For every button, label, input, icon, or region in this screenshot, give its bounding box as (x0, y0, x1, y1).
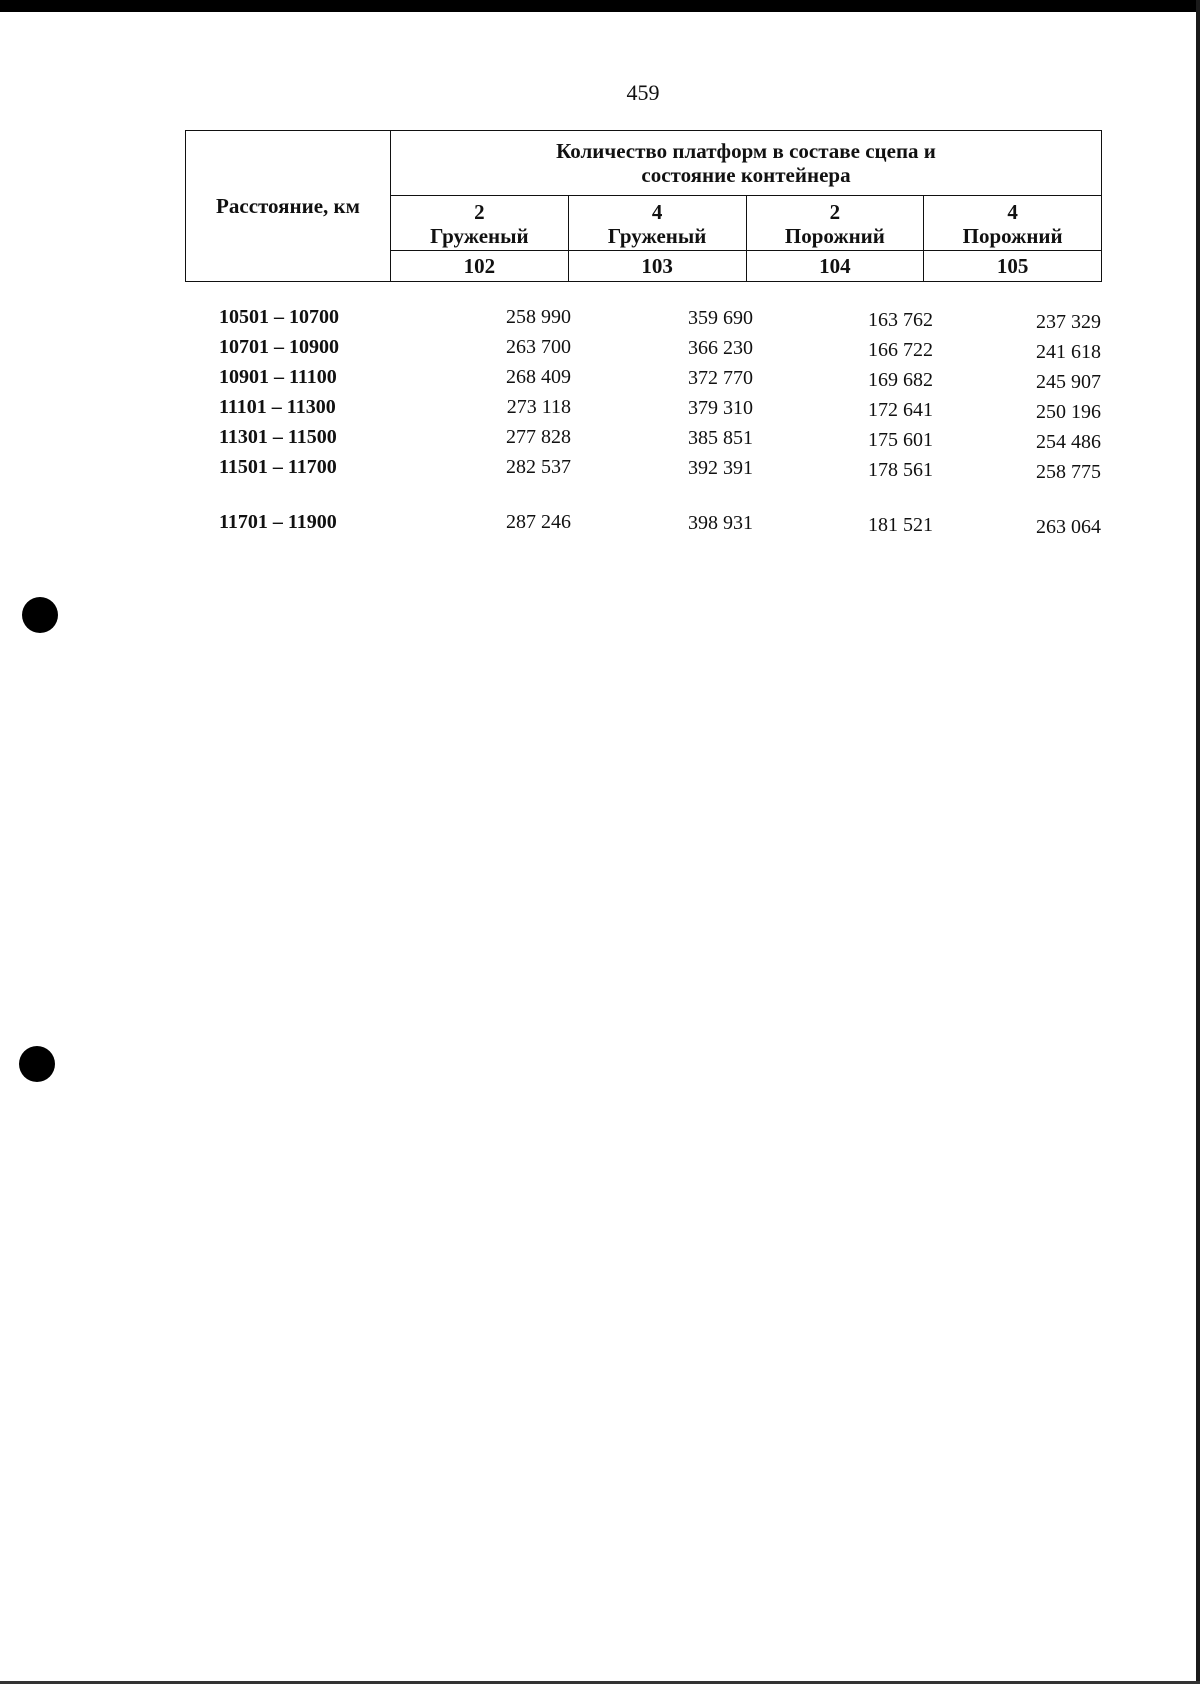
table-row (185, 396, 1102, 426)
scan-edge-right (1196, 0, 1200, 1684)
tariff-value: 175 601 (868, 429, 933, 451)
tariff-value: 250 196 (1036, 401, 1101, 423)
column-header (924, 196, 1102, 251)
tariff-value: 366 230 (688, 337, 753, 359)
distance-range: 10901 – 11100 (219, 366, 337, 388)
column-header (391, 196, 569, 251)
distance-range: 11101 – 11300 (219, 396, 336, 418)
tariff-value: 277 828 (506, 426, 571, 448)
group-header-line-2: состояние контейнера (641, 163, 851, 187)
column-platform-count: 4 (651, 199, 663, 224)
table-row (185, 366, 1102, 396)
column-container-state: Порожний (962, 223, 1063, 248)
tariff-value: 287 246 (506, 511, 571, 533)
table-row (185, 306, 1102, 336)
tariff-value: 178 561 (868, 459, 933, 481)
table-row (185, 426, 1102, 456)
distance-range: 11301 – 11500 (219, 426, 337, 448)
table-row (185, 511, 1102, 541)
tariff-table-body (185, 306, 1102, 541)
tariff-value: 392 391 (688, 457, 753, 479)
tariff-value: 258 775 (1036, 461, 1101, 483)
column-container-state: Груженый (607, 223, 707, 248)
tariff-value: 263 064 (1036, 516, 1101, 538)
tariff-value: 398 931 (688, 512, 753, 534)
distance-column-header: Расстояние, км (186, 131, 391, 282)
tariff-value: 241 618 (1036, 341, 1101, 363)
distance-range: 11501 – 11700 (219, 456, 337, 478)
column-platform-count: 2 (474, 199, 485, 224)
tariff-table-header (185, 130, 1102, 282)
tariff-value: 163 762 (868, 309, 933, 331)
tariff-value: 172 641 (868, 399, 933, 421)
distance-range: 10501 – 10700 (219, 306, 339, 328)
column-container-state: Порожний (784, 223, 885, 248)
platforms-group-header (391, 131, 1102, 196)
tariff-value: 263 700 (506, 336, 571, 358)
tariff-value: 254 486 (1036, 431, 1101, 453)
column-platform-count: 4 (1007, 199, 1018, 224)
tariff-value: 359 690 (688, 307, 753, 329)
table-row (185, 456, 1102, 486)
column-code: 103 (568, 251, 746, 282)
tariff-value: 169 682 (868, 369, 933, 391)
column-header (746, 196, 924, 251)
tariff-value: 245 907 (1036, 371, 1101, 393)
column-header (568, 196, 746, 251)
tariff-value: 166 722 (868, 339, 933, 361)
column-platform-count: 2 (829, 199, 841, 224)
distance-range: 10701 – 10900 (219, 336, 339, 358)
column-code: 104 (746, 251, 924, 282)
column-code: 105 (924, 251, 1102, 282)
group-header-line-1: Количество платформ в составе сцепа и (556, 138, 936, 163)
scan-edge-top (0, 0, 1200, 12)
table-row (185, 336, 1102, 366)
tariff-value: 237 329 (1036, 311, 1101, 333)
column-container-state: Груженый (430, 223, 529, 248)
tariff-value: 372 770 (688, 367, 753, 389)
punch-hole-mark (19, 1046, 55, 1082)
page-number: 459 (626, 80, 660, 105)
tariff-value: 273 118 (506, 396, 571, 418)
tariff-value: 258 990 (506, 306, 571, 328)
tariff-value: 282 537 (506, 456, 571, 478)
tariff-value: 268 409 (506, 366, 571, 388)
distance-range: 11701 – 11900 (219, 511, 337, 533)
tariff-value: 181 521 (868, 514, 933, 536)
tariff-value: 385 851 (688, 427, 753, 449)
column-code: 102 (391, 251, 569, 282)
tariff-value: 379 310 (688, 397, 753, 419)
punch-hole-mark (22, 597, 58, 633)
